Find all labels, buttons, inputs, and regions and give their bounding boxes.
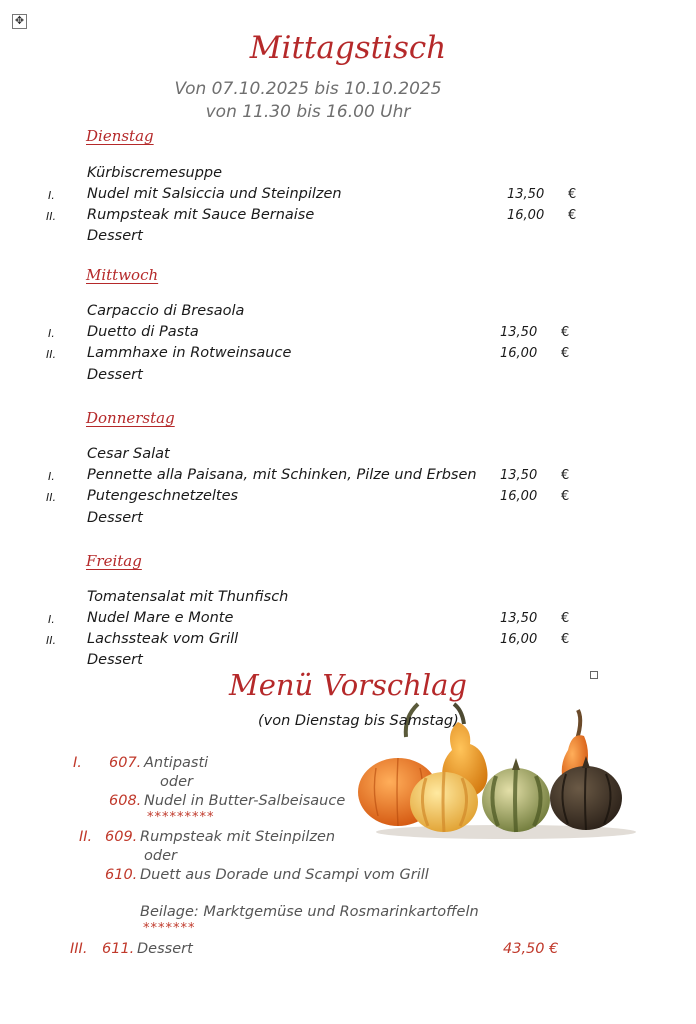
- price1-dienstag: 13,50: [507, 187, 545, 202]
- dessert-mittwoch: Dessert: [87, 367, 143, 383]
- roman-numeral: I.: [48, 613, 55, 626]
- starter-freitag: Tomatensalat mit Thunfisch: [87, 589, 289, 605]
- roman-numeral: I.: [48, 470, 55, 483]
- side-dish: Beilage: Marktgemüse und Rosmarinkartoffeln: [140, 904, 479, 920]
- currency: €: [568, 187, 577, 202]
- currency: €: [561, 489, 570, 504]
- currency: €: [561, 632, 570, 647]
- starter-mittwoch: Carpaccio di Bresaola: [87, 303, 245, 319]
- currency: €: [561, 468, 570, 483]
- course1-text: Antipasti: [144, 755, 209, 771]
- course1-roman: I.: [73, 755, 82, 771]
- main2-dienstag: Rumpsteak mit Sauce Bernaise: [87, 207, 315, 223]
- price1-mittwoch: 13,50: [500, 325, 538, 340]
- dessert-freitag: Dessert: [87, 652, 143, 668]
- move-icon[interactable]: ✥: [12, 14, 27, 29]
- page-title: Mittagstisch: [249, 30, 447, 66]
- price2-donnerstag: 16,00: [500, 489, 538, 504]
- roman-numeral: II.: [46, 491, 56, 504]
- menu-price: 43,50 €: [503, 941, 559, 957]
- price2-freitag: 16,00: [500, 632, 538, 647]
- roman-numeral: I.: [48, 189, 55, 202]
- roman-numeral: II.: [46, 348, 56, 361]
- date-range: Von 07.10.2025 bis 10.10.2025: [174, 79, 442, 99]
- price2-dienstag: 16,00: [507, 208, 545, 223]
- course2b-text: Duett aus Dorade und Scampi vom Grill: [140, 867, 429, 883]
- currency: €: [561, 325, 570, 340]
- main2-donnerstag: Putengeschnetzeltes: [87, 488, 239, 504]
- menu-subtitle: (von Dienstag bis Samstag): [258, 713, 459, 729]
- course2-number: 609.: [105, 829, 138, 845]
- day-heading-freitag: Freitag: [86, 552, 142, 570]
- course3-text: Dessert: [137, 941, 193, 957]
- day-heading-dienstag: Dienstag: [86, 127, 154, 145]
- roman-numeral: II.: [46, 210, 56, 223]
- course3-roman: III.: [70, 941, 88, 957]
- main1-donnerstag: Pennette alla Paisana, mit Schinken, Pilze und Erbsen: [87, 467, 477, 483]
- main2-freitag: Lachssteak vom Grill: [87, 631, 239, 647]
- course1-or: oder: [160, 774, 193, 790]
- course2b-number: 610.: [105, 867, 138, 883]
- main1-mittwoch: Duetto di Pasta: [87, 324, 199, 340]
- starter-donnerstag: Cesar Salat: [87, 446, 170, 462]
- course2-roman: II.: [79, 829, 93, 845]
- course1-number: 607.: [109, 755, 142, 771]
- currency: €: [568, 208, 577, 223]
- price1-donnerstag: 13,50: [500, 468, 538, 483]
- menu-title: Menü Vorschlag: [229, 668, 467, 702]
- day-heading-donnerstag: Donnerstag: [86, 409, 175, 427]
- price2-mittwoch: 16,00: [500, 346, 538, 361]
- separator-stars: *******: [143, 921, 196, 936]
- course2-or: oder: [144, 848, 177, 864]
- time-range: von 11.30 bis 16.00 Uhr: [205, 102, 411, 122]
- dessert-donnerstag: Dessert: [87, 510, 143, 526]
- course3-number: 611.: [102, 941, 135, 957]
- course1b-number: 608.: [109, 793, 142, 809]
- price1-freitag: 13,50: [500, 611, 538, 626]
- main2-mittwoch: Lammhaxe in Rotweinsauce: [87, 345, 292, 361]
- separator-stars: *********: [147, 810, 215, 825]
- currency: €: [561, 346, 570, 361]
- dessert-dienstag: Dessert: [87, 228, 143, 244]
- roman-numeral: II.: [46, 634, 56, 647]
- course1b-text: Nudel in Butter-Salbeisauce: [144, 793, 346, 809]
- day-heading-mittwoch: Mittwoch: [86, 266, 159, 284]
- main1-freitag: Nudel Mare e Monte: [87, 610, 234, 626]
- roman-numeral: I.: [48, 327, 55, 340]
- starter-dienstag: Kürbiscremesuppe: [87, 165, 223, 181]
- main1-dienstag: Nudel mit Salsiccia und Steinpilzen: [87, 186, 342, 202]
- currency: €: [561, 611, 570, 626]
- course2-text: Rumpsteak mit Steinpilzen: [140, 829, 336, 845]
